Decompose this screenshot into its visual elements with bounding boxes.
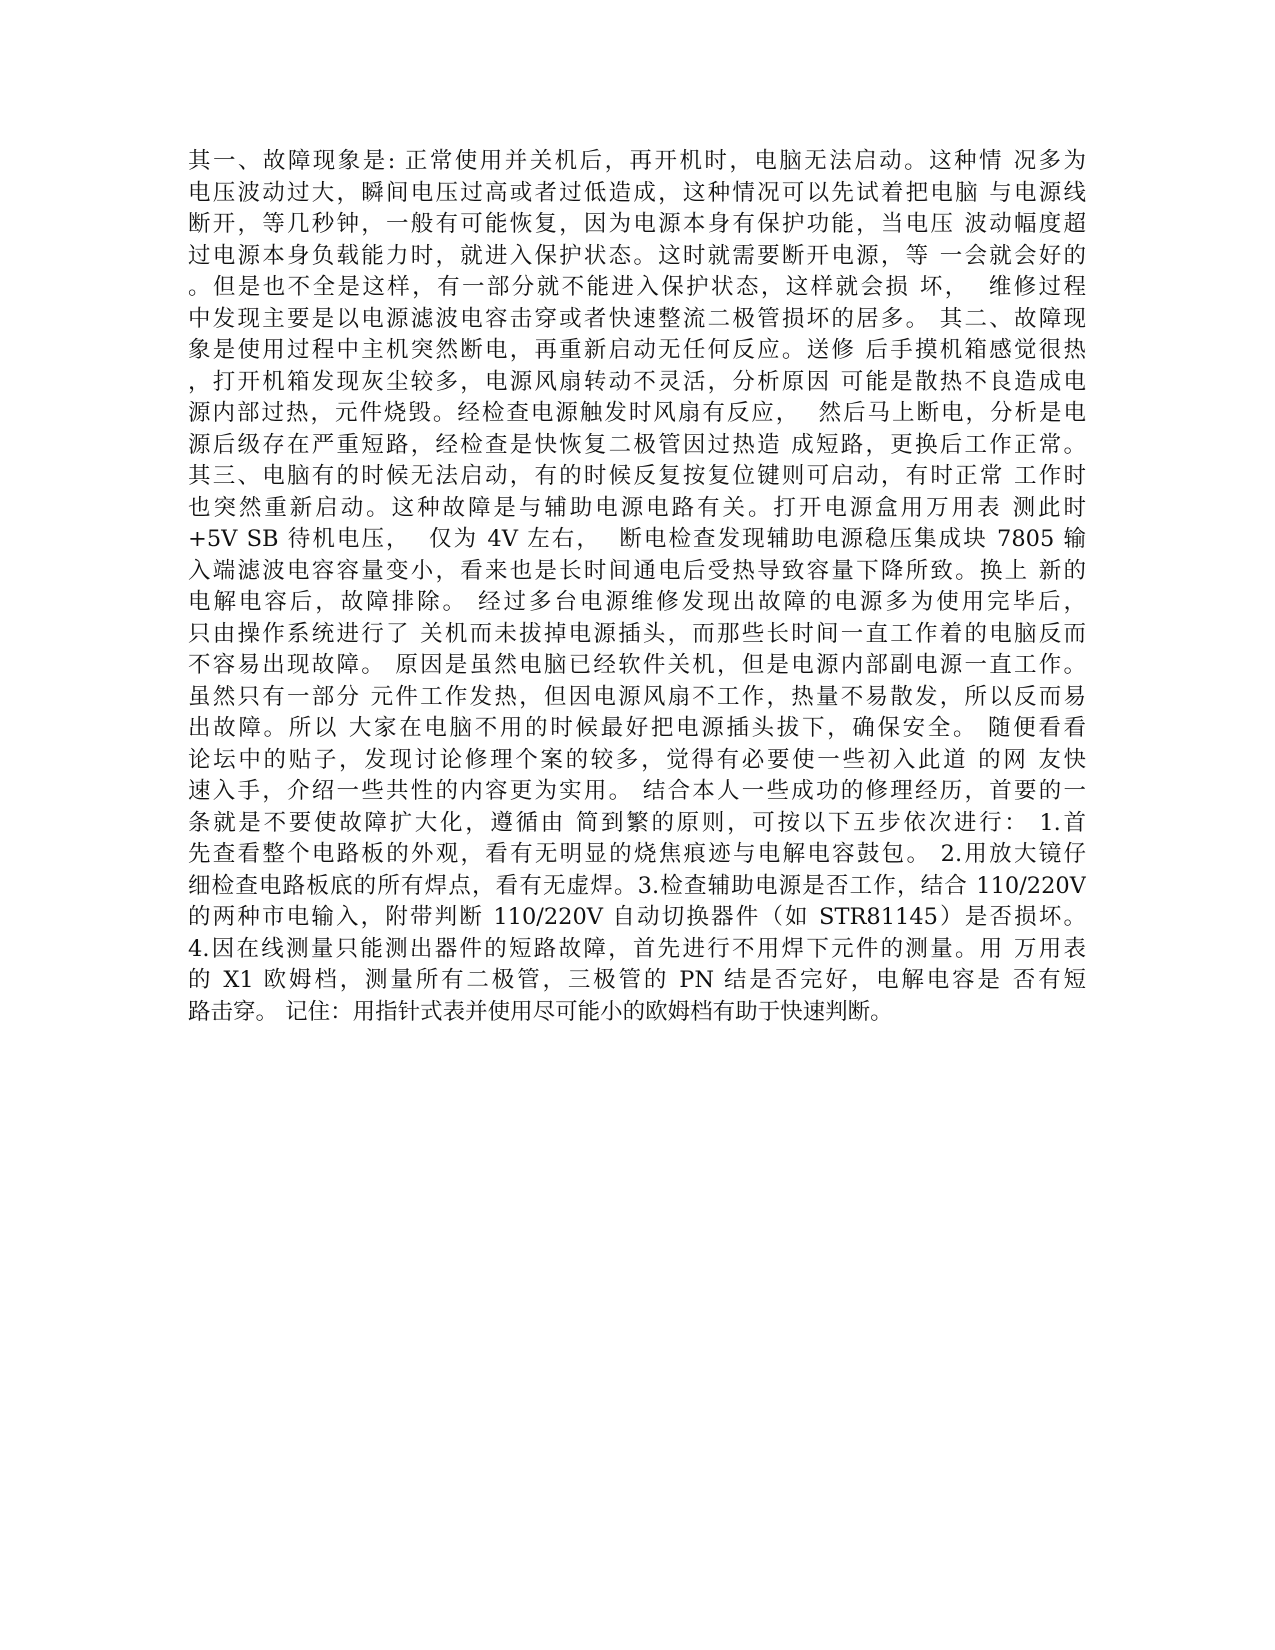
article-body <box>188 146 1086 1028</box>
text-line: 路击穿。 记住：用指针式表并使用尽可能小的欧姆档有助于快速判断。 <box>188 998 893 1025</box>
text-line: 4.因在线测量只能测出器件的短路故障，首先进行不用焊下元件的测量。用 万用表 <box>188 935 1086 962</box>
text-line: 先查看整个电路板的外观，看有无明显的烧焦痕迹与电解电容鼓包。 2.用放大镜仔 <box>188 841 1086 867</box>
text-line: +5V SB 待机电压， 仅为 4V 左右， 断电检查发现辅助电源稳压集成块 7805 输 <box>188 526 1086 552</box>
text-line: 出故障。所以 大家在电脑不用的时候最好把电源插头拔下，确保安全。 随便看看 <box>188 715 1086 741</box>
text-line: 象是使用过程中主机突然断电，再重新启动无任何反应。送修 后手摸机箱感觉很热 <box>188 337 1086 363</box>
text-line: 的 X1 欧姆档，测量所有二极管，三极管的 PN 结是否完好，电解电容是 否有短 <box>188 967 1086 993</box>
text-line: 只由操作系统进行了 关机而未拔掉电源插头，而那些长时间一直工作着的电脑反而 <box>188 620 1086 647</box>
text-line: 其一、故障现象是: 正常使用并关机后，再开机时，电脑无法启动。这种情 况多为 <box>188 148 1086 174</box>
text-line: 也突然重新启动。这种故障是与辅助电源电路有关。打开电源盒用万用表 测此时 <box>188 494 1086 521</box>
text-line: 中发现主要是以电源滤波电容击穿或者快速整流二极管损坏的居多。 其二、故障现 <box>188 305 1086 332</box>
text-line: 不容易出现故障。 原因是虽然电脑已经软件关机，但是电源内部副电源一直工作。 <box>188 652 1086 678</box>
text-line: 条就是不要使故障扩大化，遵循由 简到繁的原则，可按以下五步依次进行： 1.首 <box>188 809 1086 836</box>
text-line: 入端滤波电容容量变小，看来也是长时间通电后受热导致容量下降所致。换上 新的 <box>188 557 1086 584</box>
text-line: 的两种市电输入，附带判断 110/220V 自动切换器件（如 STR81145）是否损坏。 <box>188 904 1086 930</box>
text-line: ，打开机箱发现灰尘较多，电源风扇转动不灵活，分析原因 可能是散热不良造成电 <box>188 368 1086 395</box>
text-line: 。但是也不全是这样，有一部分就不能进入保护状态，这样就会损 坏， 维修过程 <box>188 274 1086 300</box>
text-line: 虽然只有一部分 元件工作发热，但因电源风扇不工作，热量不易散发，所以反而易 <box>188 683 1086 710</box>
text-line: 断开，等几秒钟，一般有可能恢复，因为电源本身有保护功能，当电压 波动幅度超 <box>188 211 1086 237</box>
text-line: 电解电容后，故障排除。 经过多台电源维修发现出故障的电源多为使用完毕后， <box>188 589 1086 615</box>
text-line: 论坛中的贴子，发现讨论修理个案的较多，觉得有必要使一些初入此道 的网 友快 <box>188 746 1086 773</box>
text-line: 其三、电脑有的时候无法启动，有的时候反复按复位键则可启动，有时正常 工作时 <box>188 463 1086 489</box>
text-line: 速入手，介绍一些共性的内容更为实用。 结合本人一些成功的修理经历，首要的一 <box>188 778 1086 804</box>
text-line: 源内部过热，元件烧毁。经检查电源触发时风扇有反应， 然后马上断电，分析是电 <box>188 400 1086 426</box>
text-line: 源后级存在严重短路，经检查是快恢复二极管因过热造 成短路，更换后工作正常。 <box>188 431 1086 458</box>
text-line: 过电源本身负载能力时，就进入保护状态。这时就需要断开电源，等 一会就会好的 <box>188 242 1086 269</box>
text-line: 电压波动过大，瞬间电压过高或者过低造成，这种情况可以先试着把电脑 与电源线 <box>188 179 1086 206</box>
text-line: 细检查电路板底的所有焊点，看有无虚焊。3.检查辅助电源是否工作，结合 110/220V <box>188 872 1086 899</box>
